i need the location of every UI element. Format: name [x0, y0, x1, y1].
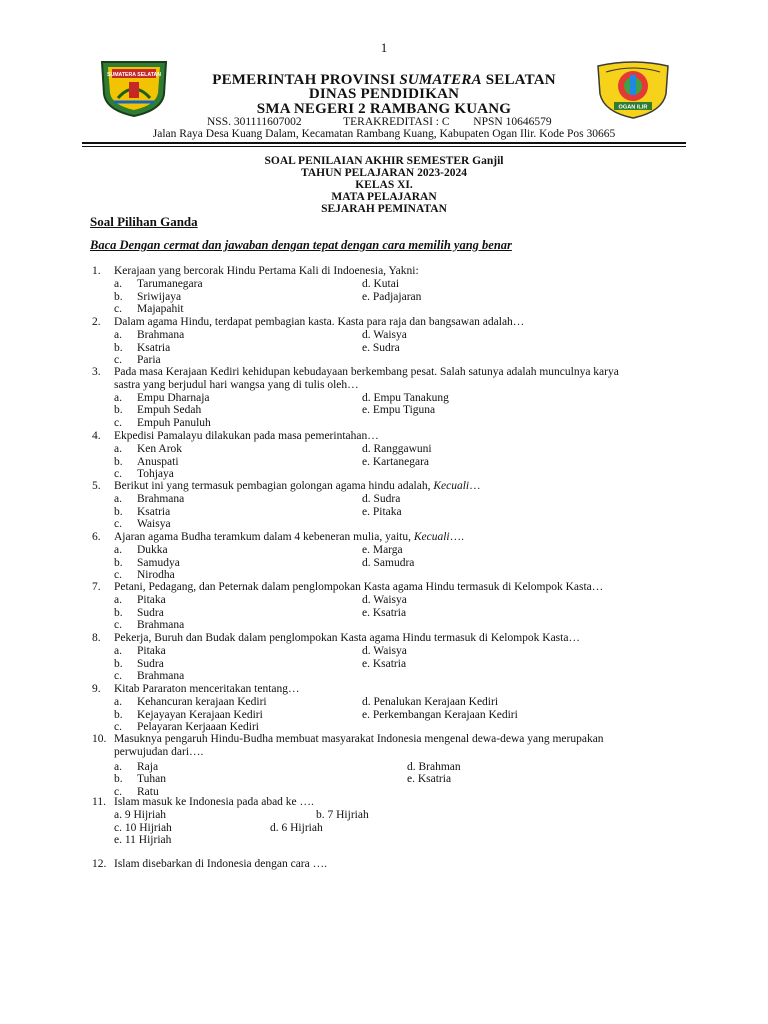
- answer-option-b: Kejayayan Kerajaan Kediri: [137, 708, 263, 721]
- answer-option-a: Brahmana: [137, 329, 185, 341]
- answer-option-d: d. Waisya: [362, 329, 407, 341]
- option-letter-a: a.: [114, 443, 122, 455]
- option-letter-a: a.: [114, 278, 122, 290]
- option-letter-c: c.: [114, 670, 122, 682]
- answer-option-a: Pitaka: [137, 645, 166, 657]
- question-number: 8.: [92, 632, 101, 644]
- answer-option-b: Sudra: [137, 606, 164, 619]
- academic-year: TAHUN PELAJARAN 2023-2024: [301, 167, 467, 179]
- option-letter-c: c.: [114, 416, 122, 429]
- option-letter-b: b.: [114, 773, 123, 785]
- question-number: 6.: [92, 531, 101, 543]
- option-letter-b: b.: [114, 290, 123, 303]
- option-letter-c: c.: [114, 303, 122, 315]
- option-letter-a: a.: [114, 760, 122, 773]
- answer-option-e: e. Padjajaran: [362, 290, 422, 303]
- answer-option-e: e. Kartanegara: [362, 455, 430, 468]
- option-letter-a: a.: [114, 645, 122, 657]
- option-letter-a: a.: [114, 493, 122, 505]
- accreditation: TERAKREDITASI : C: [343, 116, 450, 128]
- exam-title: SOAL PENILAIAN AKHIR SEMESTER Ganjil: [264, 155, 504, 167]
- header-school-name: SMA NEGERI 2 RAMBANG KUANG: [256, 101, 512, 117]
- option-letter-b: b.: [114, 404, 123, 416]
- svg-text:SUMATERA SELATAN: SUMATERA SELATAN: [107, 72, 161, 78]
- question-text: Dalam agama Hindu, terdapat pembagian kasta. Kasta para raja dan bangsawan adalah…: [114, 316, 525, 328]
- option-letter-b: b.: [114, 708, 123, 721]
- answer-option-e: e. Empu Tiguna: [362, 404, 436, 416]
- answer-option-c: Majapahit: [137, 303, 184, 315]
- answer-option-b: Anuspati: [137, 455, 179, 468]
- answer-option-c: Pelayaran Kerjaaan Kediri: [137, 721, 259, 733]
- option-letter-b: b.: [114, 657, 123, 670]
- option-letter-c: c.: [114, 468, 122, 480]
- question-text: Pekerja, Buruh dan Budak dalam penglompokan Kasta agama Hindu termasuk di Kelompok Kasta…: [114, 632, 580, 644]
- option-letter-c: c.: [114, 619, 122, 631]
- question-number: 1.: [92, 265, 101, 277]
- header-department-line: DINAS PENDIDIKAN: [308, 86, 460, 102]
- answer-option-b: Samudya: [137, 556, 180, 569]
- option-letter-b: b.: [114, 556, 123, 569]
- question-text: Kerajaan yang bercorak Hindu Pertama Kali di Indoenesia, Yakni:: [114, 265, 419, 277]
- question-text: Islam disebarkan di Indonesia dengan cara ….: [114, 858, 327, 870]
- answer-option-d: d. 6 Hijriah: [270, 821, 323, 834]
- answer-option-b: Ksatria: [137, 341, 171, 354]
- answer-option-b: Empuh Sedah: [137, 404, 202, 416]
- answer-option-b: b. 7 Hijriah: [316, 809, 369, 821]
- answer-option-c: Paria: [137, 354, 161, 366]
- question-number: 4.: [92, 430, 101, 442]
- question-text: Masuknya pengaruh Hindu-Budha membuat masyarakat Indonesia mengenal dewa-dewa yang merupakan: [114, 733, 604, 745]
- class-label: KELAS XI.: [355, 179, 413, 191]
- answer-option-a: Brahmana: [137, 493, 185, 505]
- option-letter-c: c.: [114, 518, 122, 530]
- question-number: 9.: [92, 683, 101, 695]
- option-letter-c: c.: [114, 785, 122, 798]
- answer-option-e: e. Ksatria: [362, 606, 407, 619]
- option-letter-b: b.: [114, 341, 123, 354]
- option-letter-a: a.: [114, 594, 122, 606]
- answer-option-e: e. Ksatria: [362, 657, 407, 670]
- answer-option-e: e. Pitaka: [362, 505, 402, 518]
- question-text: Ekpedisi Pamalayu dilakukan pada masa pemerintahan…: [114, 430, 379, 442]
- question-number: 10.: [92, 733, 107, 745]
- svg-text:OGAN ILIR: OGAN ILIR: [618, 104, 648, 111]
- answer-option-c: c. 10 Hijriah: [114, 821, 172, 834]
- answer-option-d: d. Kutai: [362, 278, 400, 290]
- answer-option-a: Kehancuran kerajaan Kediri: [137, 696, 267, 708]
- answer-option-d: d. Penalukan Kerajaan Kediri: [362, 696, 499, 708]
- answer-option-d: d. Sudra: [362, 493, 401, 505]
- answer-option-d: e. Marga: [362, 544, 403, 556]
- page-number: 1: [380, 40, 388, 55]
- question-number: 5.: [92, 480, 101, 492]
- question-text: Kitab Pararaton menceritakan tentang…: [114, 683, 300, 695]
- answer-option-d: d. Waisya: [362, 594, 407, 606]
- answer-option-c: Brahmana: [137, 670, 185, 682]
- answer-option-b: Tuhan: [137, 773, 166, 785]
- option-letter-c: c.: [114, 721, 122, 733]
- question-number: 7.: [92, 581, 101, 593]
- npsn-number: NPSN 10646579: [473, 116, 552, 128]
- answer-option-c: Brahmana: [137, 619, 185, 631]
- nss-number: NSS. 301111607002: [207, 116, 302, 128]
- option-letter-a: a.: [114, 696, 122, 708]
- answer-option-a: Empu Dharnaja: [137, 391, 210, 404]
- option-letter-b: b.: [114, 505, 123, 518]
- subject-name: SEJARAH PEMINATAN: [321, 203, 447, 215]
- answer-option-d: d. Ranggawuni: [362, 443, 432, 455]
- answer-option-b: Sriwijaya: [137, 290, 182, 303]
- question-text: Islam masuk ke Indonesia pada abad ke ….: [114, 796, 314, 808]
- answer-option-d: d. Brahman: [407, 760, 461, 773]
- option-letter-b: b.: [114, 606, 123, 619]
- answer-option-c: Empuh Panuluh: [137, 416, 211, 429]
- subject-heading: MATA PELAJARAN: [331, 191, 437, 203]
- question-text: Berikut ini yang termasuk pembagian golongan agama hindu adalah, Kecuali…: [114, 480, 481, 492]
- question-text: Pada masa Kerajaan Kediri kehidupan kebudayaan berkembang pesat. Salah satunya adalah munculnya karya: [114, 366, 619, 378]
- answer-option-a: Pitaka: [137, 594, 166, 606]
- option-letter-a: a.: [114, 329, 122, 341]
- answer-option-e: d. Samudra: [362, 556, 415, 569]
- header-divider-thin: [82, 146, 686, 147]
- question-text: Ajaran agama Budha teramkum dalam 4 kebeneran mulia, yaitu, Kecuali….: [114, 531, 465, 543]
- question-number: 3.: [92, 366, 101, 378]
- answer-option-c: Nirodha: [137, 569, 175, 581]
- answer-option-c: Waisya: [137, 518, 171, 530]
- option-letter-c: c.: [114, 569, 122, 581]
- answer-option-a: a. 9 Hijriah: [114, 809, 167, 821]
- answer-option-e: e. 11 Hijriah: [114, 834, 172, 846]
- option-letter-b: b.: [114, 455, 123, 468]
- option-letter-a: a.: [114, 544, 122, 556]
- answer-option-d: d. Empu Tanakung: [362, 391, 449, 404]
- header-address: Jalan Raya Desa Kuang Dalam, Kecamatan Rambang Kuang, Kabupaten Ogan Ilir. Kode Pos 30665: [152, 128, 616, 140]
- answer-option-a: Ken Arok: [137, 443, 183, 455]
- answer-option-b: Sudra: [137, 657, 164, 670]
- answer-option-e: e. Perkembangan Kerajaan Kediri: [362, 708, 518, 721]
- question-number: 12.: [92, 858, 107, 870]
- answer-option-a: Dukka: [137, 544, 168, 556]
- answer-option-d: d. Waisya: [362, 645, 407, 657]
- section-title: Soal Pilihan Ganda: [90, 214, 198, 229]
- answer-option-c: Ratu: [137, 785, 159, 798]
- question-text: Petani, Pedagang, dan Peternak dalam penglompokan Kasta agama Hindu termasuk di Kelompok Kasta…: [114, 581, 604, 593]
- answer-option-e: e. Ksatria: [407, 773, 452, 785]
- question-number: 2.: [92, 316, 101, 328]
- answer-option-a: Tarumanegara: [137, 278, 203, 290]
- instruction: Baca Dengan cermat dan jawaban dengan tepat dengan cara memilih yang benar: [90, 238, 512, 252]
- option-letter-a: a.: [114, 391, 122, 404]
- header-government-line: PEMERINTAH PROVINSI SUMATERA SELATAN: [212, 72, 556, 88]
- answer-option-a: Raja: [137, 760, 159, 773]
- answer-option-b: Ksatria: [137, 505, 171, 518]
- option-letter-c: c.: [114, 354, 122, 366]
- question-text-continued: perwujudan dari….: [114, 745, 204, 758]
- question-number: 11.: [92, 796, 106, 808]
- header-divider: [82, 142, 686, 144]
- answer-option-c: Tohjaya: [137, 468, 174, 480]
- answer-option-e: e. Sudra: [362, 341, 400, 354]
- question-text-continued: sastra yang berjudul hari wangsa yang di tulis oleh…: [114, 378, 359, 391]
